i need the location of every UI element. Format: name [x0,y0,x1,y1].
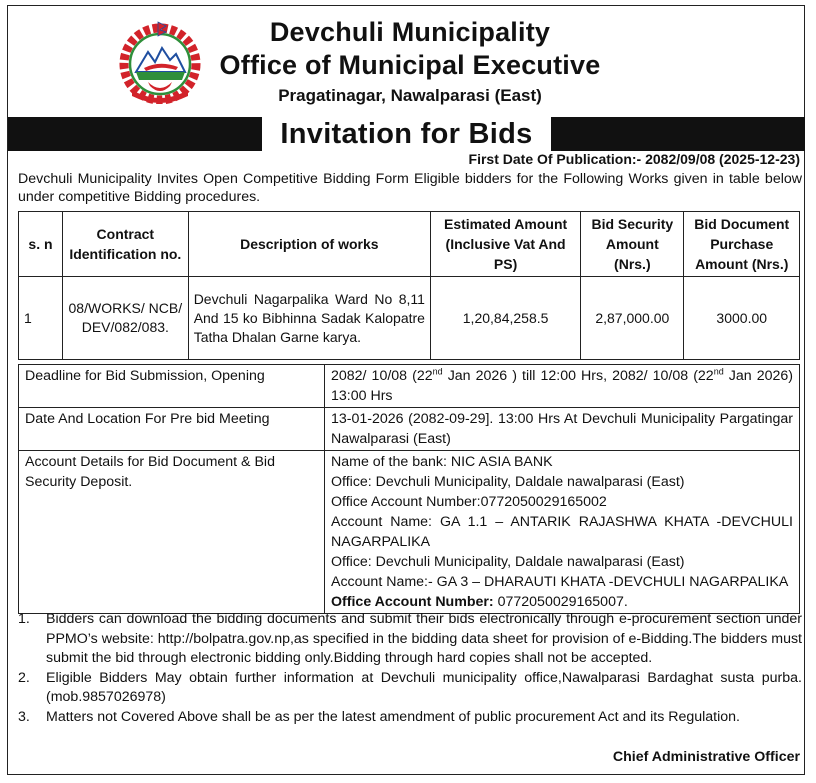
notes-list [18,610,802,727]
deadline-part-1: 2082/ 10/08 (22 [331,368,433,384]
account-label: Account Details for Bid Document & Bid Security Deposit. [19,451,325,614]
cell-document: 3000.00 [684,277,800,360]
prebid-row [19,408,800,451]
cell-estimated: 1,20,84,258.5 [430,277,580,360]
header [0,0,816,116]
prebid-value: 13-01-2026 (2082-09-29]. 13:00 Hrs At Devchuli Municipality Pargatingar Nawalparasi (East) [325,408,800,451]
note-number: 1. [18,611,30,627]
list-item [18,708,802,728]
account-number-value: 0772050029165007. [493,594,628,610]
office-name: Office of Municipal Executive [219,50,601,80]
notice-title: Invitation for Bids [262,117,550,151]
account-line: Office: Devchuli Municipality, Daldale nawalparasi (East) [331,554,685,570]
prebid-label: Date And Location For Pre bid Meeting [19,408,325,451]
title-banner [8,117,805,151]
account-number-label: Office Account Number: [331,594,494,610]
header-titles [200,16,620,108]
signoff: Chief Administrative Officer [612,749,800,765]
account-details [325,451,800,614]
note-number: 2. [18,669,30,686]
nepal-government-emblem-icon [118,20,202,104]
office-address: Pragatinagar, Nawalparasi (East) [278,86,542,105]
account-line: Name of the bank: NIC ASIA BANK [331,454,553,470]
list-item [18,669,802,708]
table-row [19,277,800,360]
deadline-sup-2: nd [713,366,724,377]
note-text: Eligible Bidders May obtain further information at Devchuli municipality office,Nawalparasi Bardaghat susta purba.(mob.9857026978) [46,669,802,705]
deadline-part-3: Jan 2026) 13:00 Hrs [331,368,793,404]
publication-date: First Date Of Publication:- 2082/09/08 (2025-12-23) [468,151,800,167]
account-row [19,451,800,614]
deadline-label: Deadline for Bid Submission, Opening [19,365,325,408]
list-item [18,610,802,669]
note-number: 3. [18,708,30,725]
works-table [18,211,800,360]
cell-contract: 08/WORKS/ NCB/ DEV/082/083. [62,277,188,360]
col-sn: s. n [19,212,63,277]
account-line: Office Account Number:0772050029165002 [331,494,607,510]
works-table-header [19,212,800,277]
cell-description: Devchuli Nagarpalika Ward No 8,11 And 15 ko Bibhinna Sadak Kalopatre Tatha Dhalan Garne karya. [188,277,430,360]
account-line-final [331,592,793,612]
info-table [18,364,800,614]
col-description: Description of works [188,212,430,277]
note-text: Bidders can download the bidding documents and submit their bids electronically through e-procurement section under PPMO’s website: http://bolpatra.gov.np,as specified in the bidding data sheet for provision of e-Bidding.The bidders must submit the bid through electronic bidding only.Bidding through hard copies shall not be accepted. [46,611,802,666]
col-estimated: Estimated Amount (Inclusive Vat And PS) [430,212,580,277]
deadline-sup-1: nd [432,366,443,377]
account-line: Account Name: GA 1.1 – ANTARIK RAJASHWA KHATA -DEVCHULI NAGARPALIKA [331,514,793,550]
account-line: Office: Devchuli Municipality, Daldale nawalparasi (East) [331,474,685,490]
note-text: Matters not Covered Above shall be as per the latest amendment of public procurement Act and its Regulation. [46,708,741,725]
col-security: Bid Security Amount (Nrs.) [581,212,684,277]
deadline-row [19,365,800,408]
municipality-name: Devchuli Municipality [269,17,551,47]
cell-sn: 1 [19,277,63,360]
col-contract: Contract Identification no. [62,212,188,277]
intro-paragraph: Devchuli Municipality Invites Open Competitive Bidding Form Eligible bidders for the Following Works given in table below under competitive Bidding procedures. [18,171,802,205]
cell-security: 2,87,000.00 [581,277,684,360]
account-line: Account Name:- GA 3 – DHARAUTI KHATA -DEVCHULI NAGARPALIKA [331,574,789,590]
deadline-value [325,365,800,408]
deadline-part-2: Jan 2026 ) till 12:00 Hrs, 2082/ 10/08 (22 [442,368,714,384]
col-document: Bid Document Purchase Amount (Nrs.) [684,212,800,277]
